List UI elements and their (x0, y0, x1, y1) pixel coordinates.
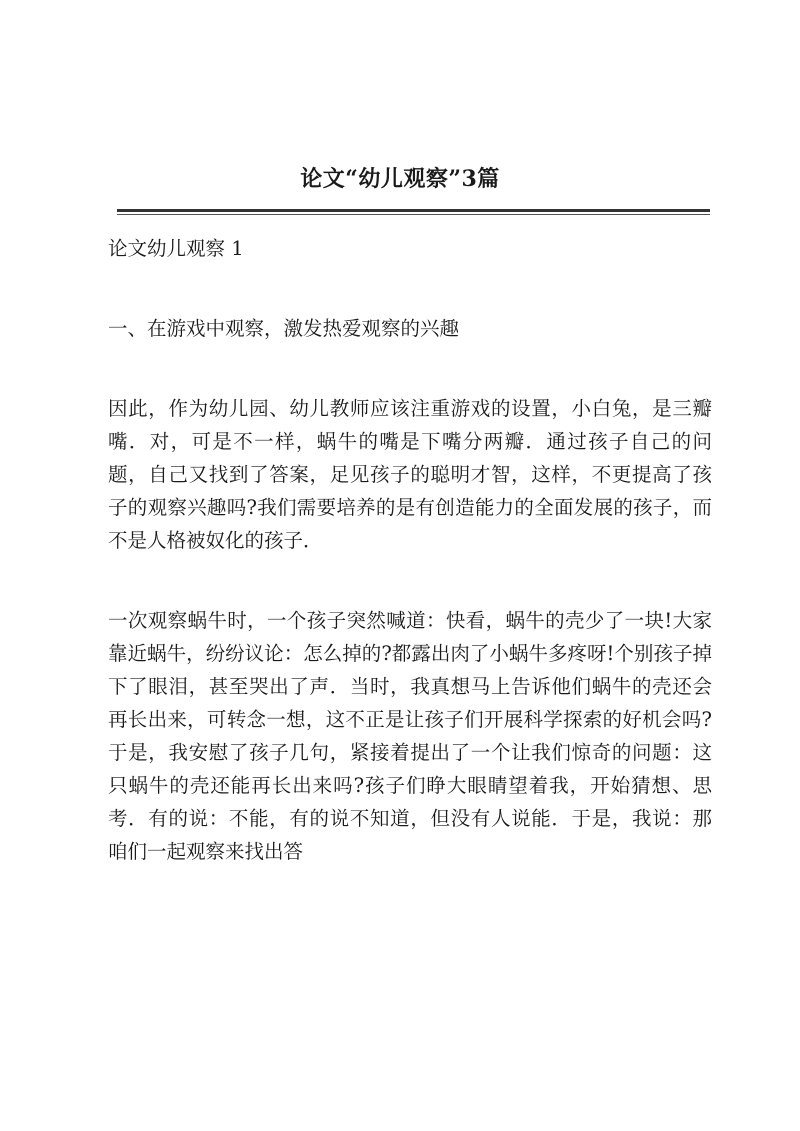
title-divider-thin (117, 214, 710, 215)
title-divider (117, 209, 710, 212)
body-paragraph: 一次观察蜗牛时，一个孩子突然喊道：快看，蜗牛的壳少了一块!大家靠近蜗牛，纷纷议论：怎么掉的?都露出肉了小蜗牛多疼呀!个别孩子掉下了眼泪，甚至哭出了声．当时，我真想马上告诉他们蜗牛的壳还会再长出来，可转念一想，这不正是让孩子们开展科学探索的好机会吗?于是，我安慰了孩子几句，紧接着提出了一个让我们惊奇的问题：这只蜗牛的壳还能再长出来吗?孩子们睁大眼睛望着我，开始猜想、思考．有的说：不能，有的说不知道，但没有人说能．于是，我说：那咱们一起观察来找出答 (108, 609, 712, 863)
document-body (108, 232, 712, 868)
section-heading: 一、在游戏中观察，激发热爱观察的兴趣 (108, 317, 460, 340)
document-subtitle: 论文幼儿观察 1 (108, 237, 244, 260)
document-title: 论文“幼儿观察”3篇 (300, 166, 500, 192)
body-paragraph: 因此，作为幼儿园、幼儿教师应该注重游戏的设置，小白兔，是三瓣嘴．对，可是不一样，蜗牛的嘴是下嘴分两瓣．通过孩子自己的问题，自己又找到了答案，足见孩子的聪明才智，这样，不更提高了孩子的观察兴趣吗?我们需要培养的是有创造能力的全面发展的孩子，而不是人格被奴化的孩子． (108, 397, 712, 552)
